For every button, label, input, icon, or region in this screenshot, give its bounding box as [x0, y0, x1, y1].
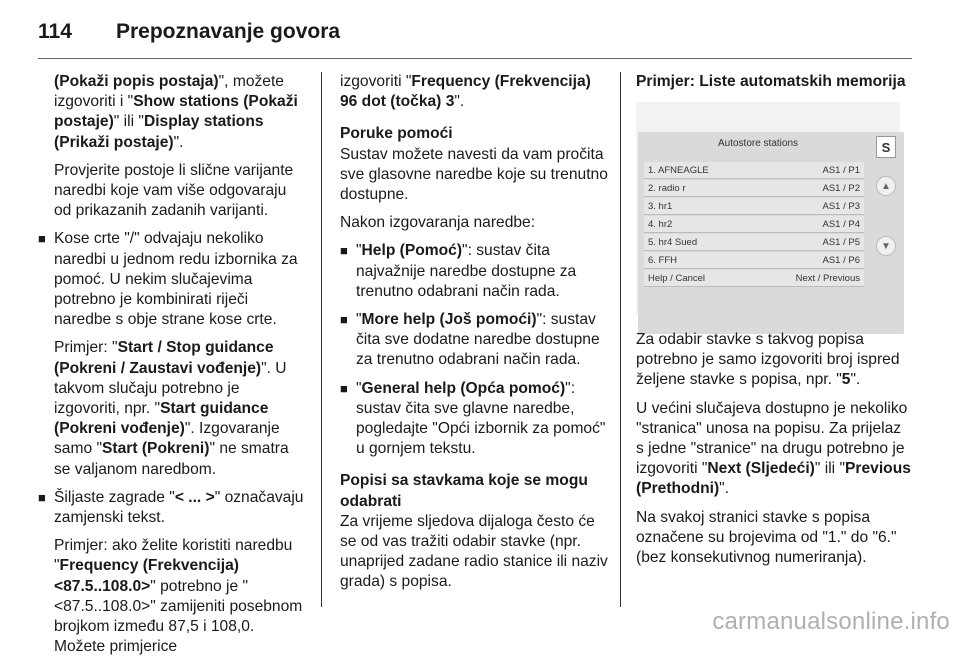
scroll-up-icon: ▲: [876, 176, 896, 196]
bullet-icon: ■: [38, 231, 46, 247]
paragraph: Na svakoj stranici stavke s popisa označene su brojevima od "1." do "6." (bez konsekutivnog numeriranja).: [636, 508, 897, 567]
station-row: 6. FFH AS1 / P6: [644, 252, 864, 269]
paragraph: (Pokaži popis postaja)", možete izgovoriti i "Show stations (Pokaži postaje)" ili "Display stations (Prikaži postaje)".: [54, 73, 298, 151]
column-3: [636, 72, 912, 100]
screen-footer: Help / Cancel Next / Previous: [644, 270, 864, 287]
station-row: 4. hr2 AS1 / P4: [644, 216, 864, 233]
speech-icon: S: [876, 136, 896, 158]
screen-illustration: [636, 102, 900, 314]
station-row: 3. hr1 AS1 / P3: [644, 198, 864, 215]
header-divider: [38, 58, 912, 59]
station-row: 5. hr4 Sued AS1 / P5: [644, 234, 864, 251]
bullet-icon: ■: [340, 243, 348, 259]
column-1: [38, 72, 306, 665]
page-title: Prepoznavanje govora: [116, 20, 341, 43]
paragraph: izgovoriti "Frequency (Frekvencija) 96 dot (točka) 3".: [340, 73, 591, 111]
paragraph: Za odabir stavke s takvog popisa potrebno je samo izgovoriti broj ispred željene stavke s popisa, npr. "5".: [636, 331, 900, 389]
screen-title: Autostore stations: [717, 138, 799, 149]
page-header: [38, 12, 340, 52]
bullet-item: ■ "Help (Pomoć)": sustav čita najvažnije naredbe dostupne za trenutno odabrani način rada.: [340, 242, 577, 300]
watermark: carmanualsonline.info: [712, 608, 950, 635]
paragraph: Primjer: "Start / Stop guidance (Pokreni / Zaustavi vođenje)". U takvom slučaju potrebno je izgovoriti, npr. "Start guidance (Pokreni vođenje)". Izgovaranje samo "Start (Pokreni)" ne smatra se valjanom naredbom.: [54, 339, 289, 478]
paragraph: Nakon izgovaranja naredbe:: [340, 214, 536, 232]
bullet-icon: ■: [340, 380, 348, 396]
station-row: 1. AFNEAGLE AS1 / P1: [644, 162, 864, 179]
section-heading: Popisi sa stavkama koje se mogu odabrati: [340, 472, 588, 510]
column-3-text: [636, 330, 912, 576]
column-divider: [620, 72, 621, 607]
bullet-icon: ■: [38, 489, 46, 505]
bullet-item: ■ Kose crte "/" odvajaju nekoliko naredbi u jednom redu izbornika za pomoć. U nekim slučajevima potrebno je kombinirati riječi naredbe s obje strane kose crte.: [38, 230, 298, 329]
section-heading: Primjer: Liste automatskih memorija: [636, 73, 906, 90]
paragraph: Provjerite postoje li slične varijante naredbi koje vam više odgovaraju od prikazanih zadanih varijanti.: [54, 161, 294, 220]
scroll-down-icon: ▼: [876, 236, 896, 256]
paragraph: Za vrijeme sljedova dijaloga često će se od vas tražiti odabir stavke (npr. unaprijed zadane radio stanice ili naziv grada) s popisa.: [340, 512, 608, 591]
station-row: 2. radio r AS1 / P2: [644, 180, 864, 197]
screen-display: [638, 132, 904, 334]
paragraph: Sustav možete navesti da vam pročita sve glasovne naredbe koje su trenutno dostupne.: [340, 145, 608, 204]
bullet-item: ■ Šiljaste zagrade "< ... >" označavaju zamjenski tekst.: [38, 488, 304, 527]
paragraph: U većini slučajeva dostupno je nekoliko "stranica" unosa na popisu. Za prijelaz s jedne "stranice" na drugu potrebno je izgovoriti "Next (Sljedeći)" ili "Previous (Prethodni)".: [636, 399, 911, 498]
column-divider: [321, 72, 322, 607]
paragraph: Primjer: ako želite koristiti naredbu "Frequency (Frekvencija) <87.5..108.0>" potrebno je "<87.5..108.0>" zamijeniti posebnom brojkom između 87,5 i 108,0. Možete primjerice: [54, 537, 303, 656]
bullet-item: ■ "General help (Opća pomoć)": sustav čita sve glavne naredbe, pogledajte "Opći izbornik za pomoć" u gornjem tekstu.: [340, 379, 606, 458]
column-2: [340, 72, 610, 601]
section-heading: Poruke pomoći: [340, 125, 453, 143]
page-number: 114: [38, 20, 72, 43]
bullet-icon: ■: [340, 312, 348, 328]
bullet-item: ■ "More help (Još pomoći)": sustav čita sve dodatne naredbe dostupne za trenutno odabrani način rada.: [340, 311, 600, 369]
